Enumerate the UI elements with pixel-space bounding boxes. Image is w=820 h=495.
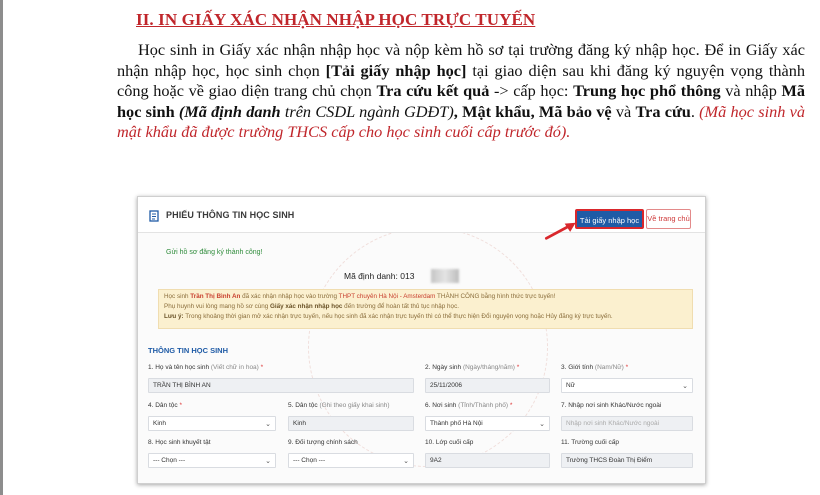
disability-label: 8. Học sinh khuyết tật	[148, 439, 211, 446]
policy-group-label: 9. Đối tượng chính sách	[288, 439, 358, 446]
chevron-down-icon: ⌄	[403, 458, 409, 465]
instruction-paragraph: Học sinh in Giấy xác nhận nhập học và nộp kèm hồ sơ tại trường đăng ký nhập học. Để in Giấy xác nhận nhập học, học sinh chọn [Tải giấy nhập học] tại giao diện sau khi đăng ký nguyện vọng thành công hoặc về giao diện trang chủ chọn Tra cứu kết quả -> cấp học: Trung học phổ thông và nhập Mã học sinh (Mã định danh trên CSDL ngành GDĐT), Mật khẩu, Mã bảo vệ và Tra cứu. (Mã học sinh và mật khẩu đã được trường THCS cấp cho học sinh cuối cấp trước đó).	[117, 40, 806, 141]
gender-select[interactable]: Nữ ⌄	[561, 378, 693, 393]
redacted-id-block	[431, 269, 459, 283]
ethnicity-select[interactable]: Kinh ⌄	[148, 416, 276, 431]
birthplace-select[interactable]: Thành phố Hà Nội ⌄	[425, 416, 550, 431]
download-admission-button[interactable]: Tải giấy nhập học	[575, 209, 644, 229]
other-birthplace-input[interactable]: Nhập nơi sinh Khác/Nước ngoài	[561, 416, 693, 431]
chevron-down-icon: ⌄	[539, 421, 545, 428]
form-header	[138, 197, 705, 233]
birth-date-label: 2. Ngày sinh (Ngày/tháng/năm) *	[425, 364, 520, 371]
ethnicity-birth-cert-label: 5. Dân tộc (Ghi theo giấy khai sinh)	[288, 402, 390, 409]
previous-school-field[interactable]: Trường THCS Đoàn Thị Điểm	[561, 453, 693, 468]
red-note: (Mã học sinh và mật khẩu đã được trường THCS cấp cho học sinh cuối cấp trước đó).	[117, 101, 806, 141]
student-id-label: Mã định danh: 013	[344, 271, 415, 281]
red-arrow-annotation	[541, 220, 581, 242]
other-birthplace-label: 7. Nhập nơi sinh Khác/Nước ngoài	[561, 402, 662, 409]
ethnicity-label: 4. Dân tộc *	[148, 402, 182, 409]
disability-select[interactable]: --- Chọn --- ⌄	[148, 453, 276, 468]
student-info-section-title: THÔNG TIN HỌC SINH	[148, 346, 228, 355]
birth-date-field[interactable]: 25/11/2006	[425, 378, 550, 393]
full-name-field[interactable]: TRẦN THỊ BÌNH AN	[148, 378, 414, 393]
watermark-seal	[308, 227, 548, 467]
chevron-down-icon: ⌄	[265, 458, 271, 465]
gender-label: 3. Giới tính (Nam/Nữ) *	[561, 364, 629, 371]
home-button[interactable]: Về trang chủ	[646, 209, 691, 229]
final-class-label: 10. Lớp cuối cấp	[425, 439, 474, 446]
full-name-label: 1. Họ và tên học sinh (Viết chữ in hoa) *	[148, 364, 264, 371]
chevron-down-icon: ⌄	[682, 383, 688, 390]
success-message: Gửi hồ sơ đăng ký thành công!	[166, 249, 263, 256]
policy-group-select[interactable]: --- Chọn --- ⌄	[288, 453, 414, 468]
confirmation-notice: Học sinh Trần Thị Bình An đã xác nhận nhập học vào trường THPT chuyên Hà Nội - Amsterdam THÀNH CÔNG bằng hình thức trực tuyến! Phụ huynh vui lòng mang hồ sơ cùng Giấy xác nhận nhập học đến trường để hoàn tất thủ tục nhập học. Lưu ý: Trong khoảng thời gian mở xác nhận trực tuyến, nếu học sinh đã xác nhận trực tuyến thì có thể thực hiện Đổi nguyện vọng hoặc Hủy đăng ký trực tuyến.	[158, 289, 693, 329]
section-heading: II. IN GIẤY XÁC NHẬN NHẬP HỌC TRỰC TUYẾN	[136, 10, 536, 29]
chevron-down-icon: ⌄	[265, 421, 271, 428]
ethnicity-birth-cert-field[interactable]: Kinh	[288, 416, 414, 431]
page-margin-line	[0, 0, 3, 495]
embedded-screenshot	[137, 196, 706, 484]
form-title: PHIẾU THÔNG TIN HỌC SINH	[166, 210, 295, 220]
final-class-field[interactable]: 9A2	[425, 453, 550, 468]
birthplace-label: 6. Nơi sinh (Tỉnh/Thành phố) *	[425, 402, 513, 409]
previous-school-label: 11. Trường cuối cấp	[561, 439, 619, 446]
document-icon	[149, 210, 160, 222]
